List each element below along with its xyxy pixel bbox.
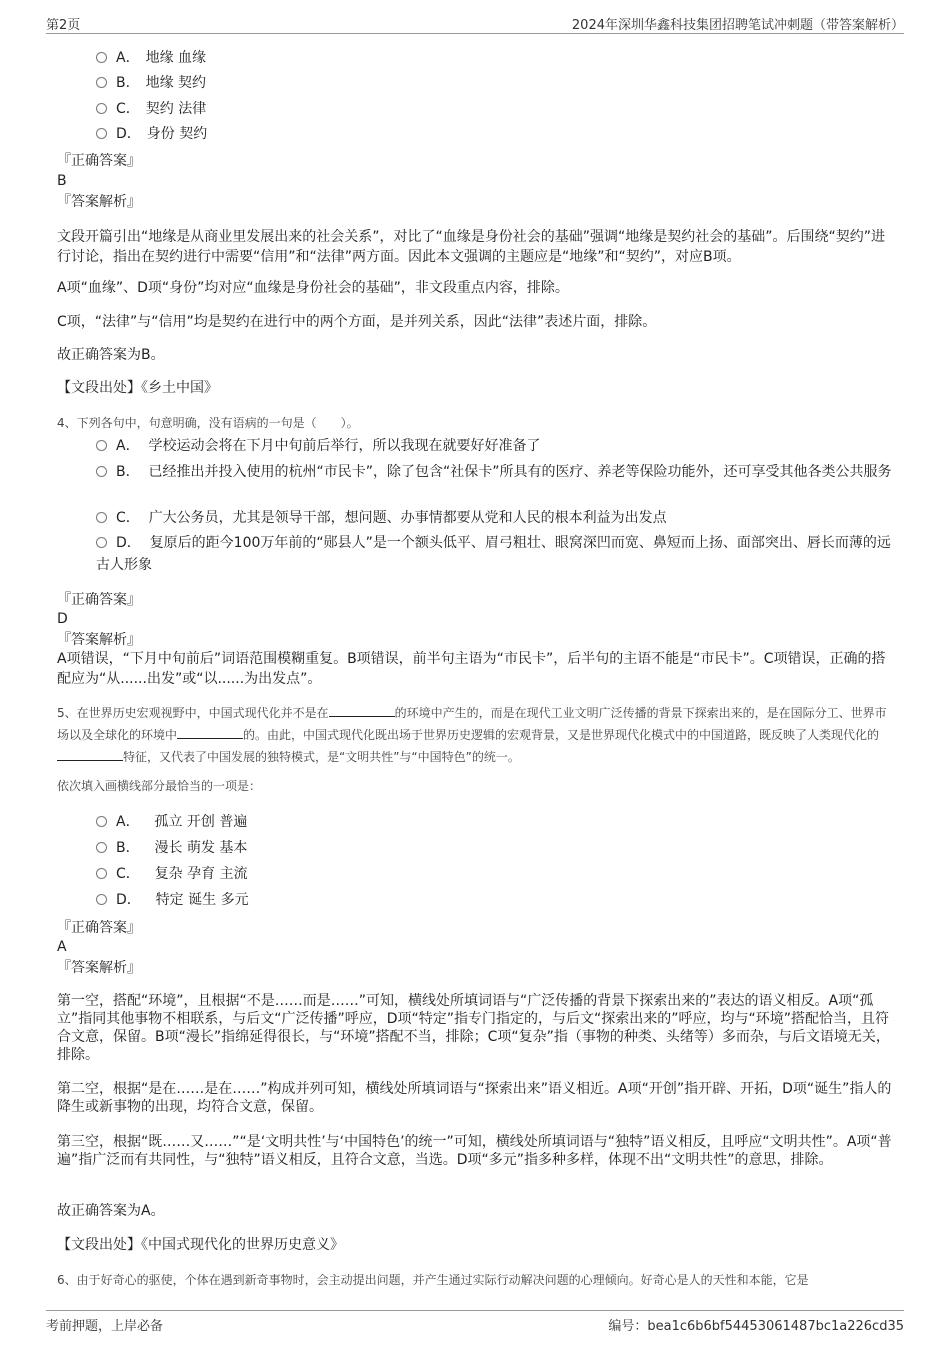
document-id: 编号：bea1c6b6bf54453061487bc1a226cd35 xyxy=(608,1319,904,1334)
radio-icon[interactable] xyxy=(96,537,107,548)
q3-option-c[interactable]: C． 契约 法律 xyxy=(96,99,206,119)
q5-option-b[interactable]: B． 漫长 萌发 基本 xyxy=(96,838,247,858)
q4-option-c[interactable]: C． 广大公务员，尤其是领导干部，想问题、办事情都要从党和人民的根本利益为出发点 xyxy=(96,507,894,529)
q4-option-b[interactable]: B． 已经推出并投入使用的杭州“市民卡”，除了包含“社保卡”所具有的医疗、养老等保险功能外，还可享受其他各类公共服务 xyxy=(96,461,894,483)
q3-analysis-p1: 文段开篇引出“地缘是从商业里发展出来的社会关系”，对比了“血缘是身份社会的基础”强调“地缘是契约社会的基础”。后围绕“契约”进行讨论，指出在契约进行中需要“信用”和“法律”两方面。因此本文强调的主题应是“地缘”和“契约”，对应B项。 xyxy=(57,229,886,265)
header-divider xyxy=(46,33,904,34)
q5-option-d[interactable]: D． 特定 诞生 多元 xyxy=(96,890,249,910)
q3-analysis-label: 『答案解析』 xyxy=(57,194,141,210)
q6-question: 6、由于好奇心的驱使，个体在遇到新奇事物时，会主动提出问题，并产生通过实际行动解决问题的心理倾向。好奇心是人的天性和本能，它是 xyxy=(57,1273,809,1287)
document-title: 2024年深圳华鑫科技集团招聘笔试冲刺题（带答案解析） xyxy=(571,18,904,33)
footer-divider xyxy=(46,1310,904,1311)
radio-icon[interactable] xyxy=(96,440,107,451)
q5-answer: A xyxy=(57,939,67,955)
radio-icon[interactable] xyxy=(96,842,107,853)
q4-answer: D xyxy=(57,611,68,627)
q3-option-a[interactable]: A． 地缘 血缘 xyxy=(96,48,206,68)
radio-icon[interactable] xyxy=(96,816,107,827)
radio-icon[interactable] xyxy=(96,466,107,477)
q3-option-b[interactable]: B． 地缘 契约 xyxy=(96,73,206,93)
q5-source: 【文段出处】《中国式现代化的世界历史意义》 xyxy=(57,1237,344,1253)
q4-option-d[interactable]: D． 复原后的距今100万年前的“郧县人”是一个额头低平、眉弓粗壮、眼窝深凹而宽、鼻短而上扬、面部突出、唇长而薄的远古人形象 xyxy=(96,535,891,573)
radio-icon[interactable] xyxy=(96,512,107,523)
q5-answer-label: 『正确答案』 xyxy=(57,920,141,936)
q3-source: 【文段出处】《乡土中国》 xyxy=(57,380,218,396)
q5-analysis-p3: 第三空，根据“既……又……”“是‘文明共性’与‘中国特色’的统一”可知，横线处所填词语与“独特”语义相反，且呼应“文明共性”。A项“普遍”指广泛而有共同性，与“独特”语义相反，且符合文意，当选。D项“多元”指多种多样，体现不出“文明共性”的意思，排除。 xyxy=(57,1134,892,1168)
radio-icon[interactable] xyxy=(96,77,107,88)
page-number: 第2页 xyxy=(46,18,81,33)
radio-icon[interactable] xyxy=(96,894,107,905)
q5-option-a[interactable]: A． 孤立 开创 普遍 xyxy=(96,812,247,832)
q4-analysis: A项错误，“下月中旬前后”词语范围模糊重复。B项错误，前半句主语为“市民卡”，后半句的主语不能是“市民卡”。C项错误，正确的搭配应为“从......出发”或“以......为出发点”。 xyxy=(57,651,886,687)
q3-answer: B xyxy=(57,173,67,189)
blank-3 xyxy=(57,748,123,761)
radio-icon[interactable] xyxy=(96,868,107,879)
q3-analysis-p2: A项“血缘”、D项“身份”均对应“血缘是身份社会的基础”，非文段重点内容，排除。 xyxy=(57,280,569,296)
q3-option-d[interactable]: D． 身份 契约 xyxy=(96,124,207,144)
q4-question: 4、下列各句中，句意明确，没有语病的一句是（ ）。 xyxy=(57,416,359,430)
radio-icon[interactable] xyxy=(96,103,107,114)
q5-question: 5、在世界历史宏观视野中，中国式现代化并不是在 的环境中产生的，而是在现代工业文明广泛传播的背景下探索出来的，是在国际分工、世界市场以及全球化的环境中 的。由此，中国式现代化既出场于世界历史逻辑的宏观背景，又是世界现代化模式中的中国道路，既反映了人类现代化的特征，又代表了中国发展的独特模式，是“文明共性”与“中国特色”的统一。 xyxy=(57,706,887,764)
q5-instruction: 依次填入画横线部分最恰当的一项是： xyxy=(57,779,262,793)
q3-analysis-p3: C项，“法律”与“信用”均是契约在进行中的两个方面，是并列关系，因此“法律”表述片面，排除。 xyxy=(57,314,657,330)
q4-analysis-label: 『答案解析』 xyxy=(57,632,141,648)
q5-analysis-p2: 第二空，根据“是在……是在……”构成并列可知，横线处所填词语与“探索出来”语义相近。A项“开创”指开辟、开拓，D项“诞生”指人的降生或新事物的出现，均符合文意，保留。 xyxy=(57,1081,892,1115)
radio-icon[interactable] xyxy=(96,128,107,139)
blank-1 xyxy=(329,704,395,717)
q5-analysis-p4: 故正确答案为A。 xyxy=(57,1203,165,1219)
q3-answer-label: 『正确答案』 xyxy=(57,153,141,169)
q5-analysis-p1: 第一空，搭配“环境”，且根据“不是……而是……”可知，横线处所填词语与“广泛传播的背景下探索出来的”表达的语义相反。A项“孤立”指同其他事物不相联系，与后文“广泛传播”呼应，D项“特定”指专门指定的，与后文“探索出来的”呼应，均与“环境”搭配恰当，且符合文意，保留。B项“漫长”指绵延得很长，与“环境”搭配不当，排除；C项“复杂”指（事物的种类、头绪等）多而杂，与后文语境无关，排除。 xyxy=(57,993,890,1063)
q5-option-c[interactable]: C． 复杂 孕育 主流 xyxy=(96,864,248,884)
footer-slogan: 考前押题，上岸必备 xyxy=(46,1319,164,1334)
blank-2 xyxy=(177,726,243,739)
q3-analysis-p4: 故正确答案为B。 xyxy=(57,347,165,363)
q5-analysis-label: 『答案解析』 xyxy=(57,960,141,976)
q4-answer-label: 『正确答案』 xyxy=(57,592,141,608)
radio-icon[interactable] xyxy=(96,52,107,63)
q4-option-a[interactable]: A． 学校运动会将在下月中旬前后举行，所以我现在就要好好准备了 xyxy=(96,435,894,457)
